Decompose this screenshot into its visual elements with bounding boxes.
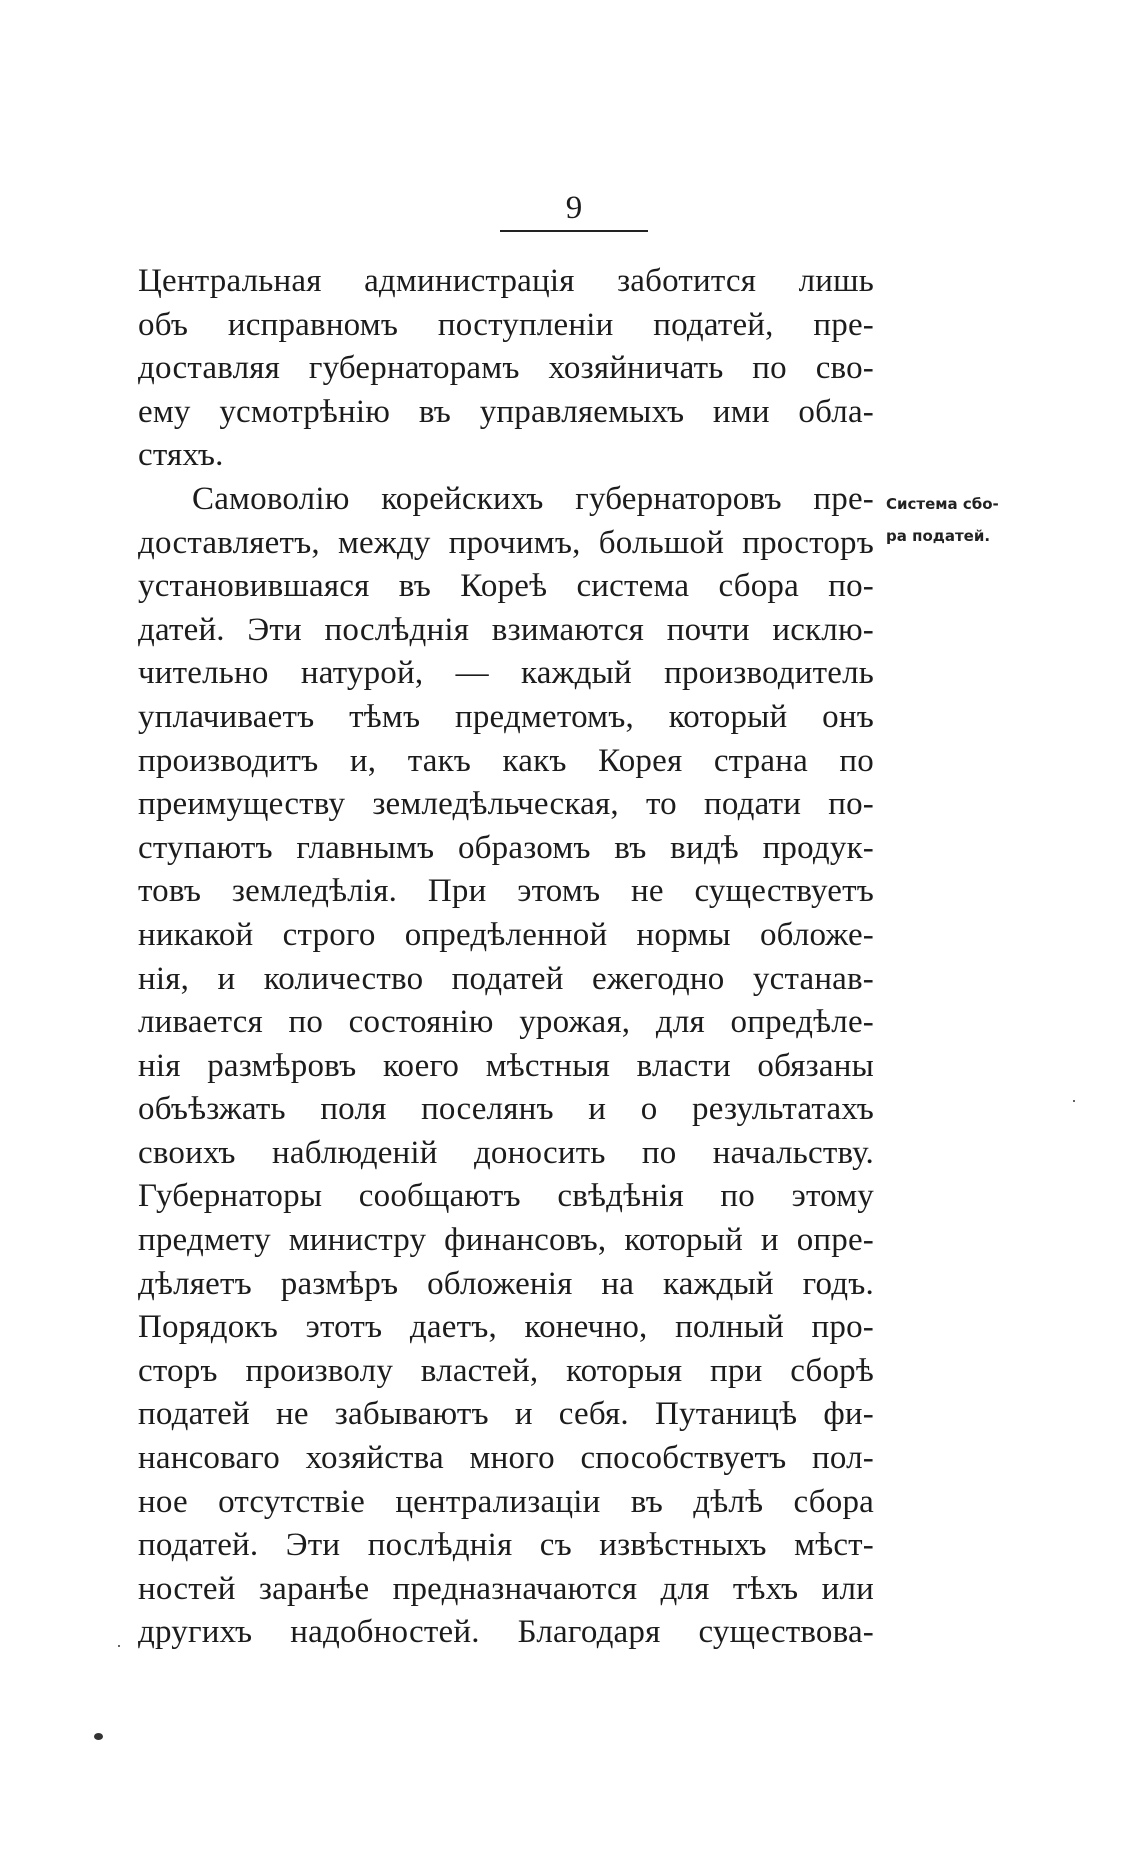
print-speck bbox=[94, 1733, 103, 1740]
text-line: Губернаторы сообщаютъ свѣдѣнія по этому bbox=[138, 1178, 874, 1215]
text-line: Центральная администрація заботится лишь bbox=[138, 263, 874, 299]
text-line: ливается по состоянію урожая, для опредѣле- bbox=[138, 1004, 874, 1041]
margin-note-line: ра податей. bbox=[886, 527, 991, 545]
text-line: ему усмотрѣнію въ управляемыхъ ими обла- bbox=[138, 393, 874, 430]
text-line: чительно натурой, — каждый производитель bbox=[138, 655, 874, 692]
text-line: объ исправномъ поступленіи податей, пре- bbox=[138, 306, 874, 343]
text-line: доставляя губернаторамъ хозяйничать по сво- bbox=[138, 350, 874, 387]
body-text bbox=[138, 260, 874, 1655]
text-line: производитъ и, такъ какъ Корея страна по bbox=[138, 742, 874, 779]
margin-note bbox=[886, 488, 1026, 552]
text-line: Порядокъ этотъ даетъ, конечно, полный про- bbox=[138, 1309, 874, 1346]
text-line: преимуществу земледѣльческая, то подати по- bbox=[138, 786, 874, 823]
text-line: ное отсутствіе централизаціи въ дѣлѣ сбора bbox=[138, 1483, 874, 1520]
text-line: Самоволію корейскихъ губернаторовъ пре- bbox=[192, 480, 874, 517]
text-line: никакой строго опредѣленной нормы обложе- bbox=[138, 916, 874, 953]
text-line: дѣляетъ размѣръ обложенія на каждый годъ. bbox=[138, 1265, 874, 1302]
text-line: податей. Эти послѣднія съ извѣстныхъ мѣст- bbox=[138, 1527, 874, 1564]
page-number: 9 bbox=[565, 190, 583, 226]
text-line: нансоваго хозяйства много способствуетъ пол- bbox=[138, 1440, 874, 1477]
print-speck bbox=[1073, 1100, 1075, 1102]
text-line: ступаютъ главнымъ образомъ въ видѣ продук- bbox=[138, 829, 874, 866]
text-line: сторъ произволу властей, которыя при сборѣ bbox=[138, 1352, 874, 1389]
text-line: товъ земледѣлія. При этомъ не существуетъ bbox=[138, 873, 874, 910]
text-line: предмету министру финансовъ, который и опре- bbox=[138, 1222, 874, 1259]
text-line: уплачиваетъ тѣмъ предметомъ, который онъ bbox=[138, 698, 874, 735]
page-number-rule bbox=[500, 230, 648, 232]
text-line: податей не забываютъ и себя. Путаницѣ фи- bbox=[138, 1396, 874, 1433]
print-speck bbox=[118, 1645, 120, 1647]
text-line: своихъ наблюденій доносить по начальству. bbox=[138, 1134, 874, 1171]
text-line: нія размѣровъ коего мѣстныя власти обязаны bbox=[138, 1047, 874, 1084]
text-line: ностей заранѣе предназначаются для тѣхъ или bbox=[138, 1570, 874, 1607]
margin-note-line: Система сбо- bbox=[886, 495, 999, 513]
text-line: объѣзжать поля поселянъ и о результатахъ bbox=[138, 1091, 874, 1128]
text-line: стяхъ. bbox=[138, 437, 224, 474]
text-line: нія, и количество податей ежегодно устанав- bbox=[138, 960, 874, 997]
text-line: датей. Эти послѣднія взимаются почти исклю- bbox=[138, 611, 874, 648]
text-line: другихъ надобностей. Благодаря существова- bbox=[138, 1614, 874, 1651]
text-line: доставляетъ, между прочимъ, большой просторъ bbox=[138, 524, 874, 561]
text-line: установившаяся въ Кореѣ система сбора по- bbox=[138, 568, 874, 605]
